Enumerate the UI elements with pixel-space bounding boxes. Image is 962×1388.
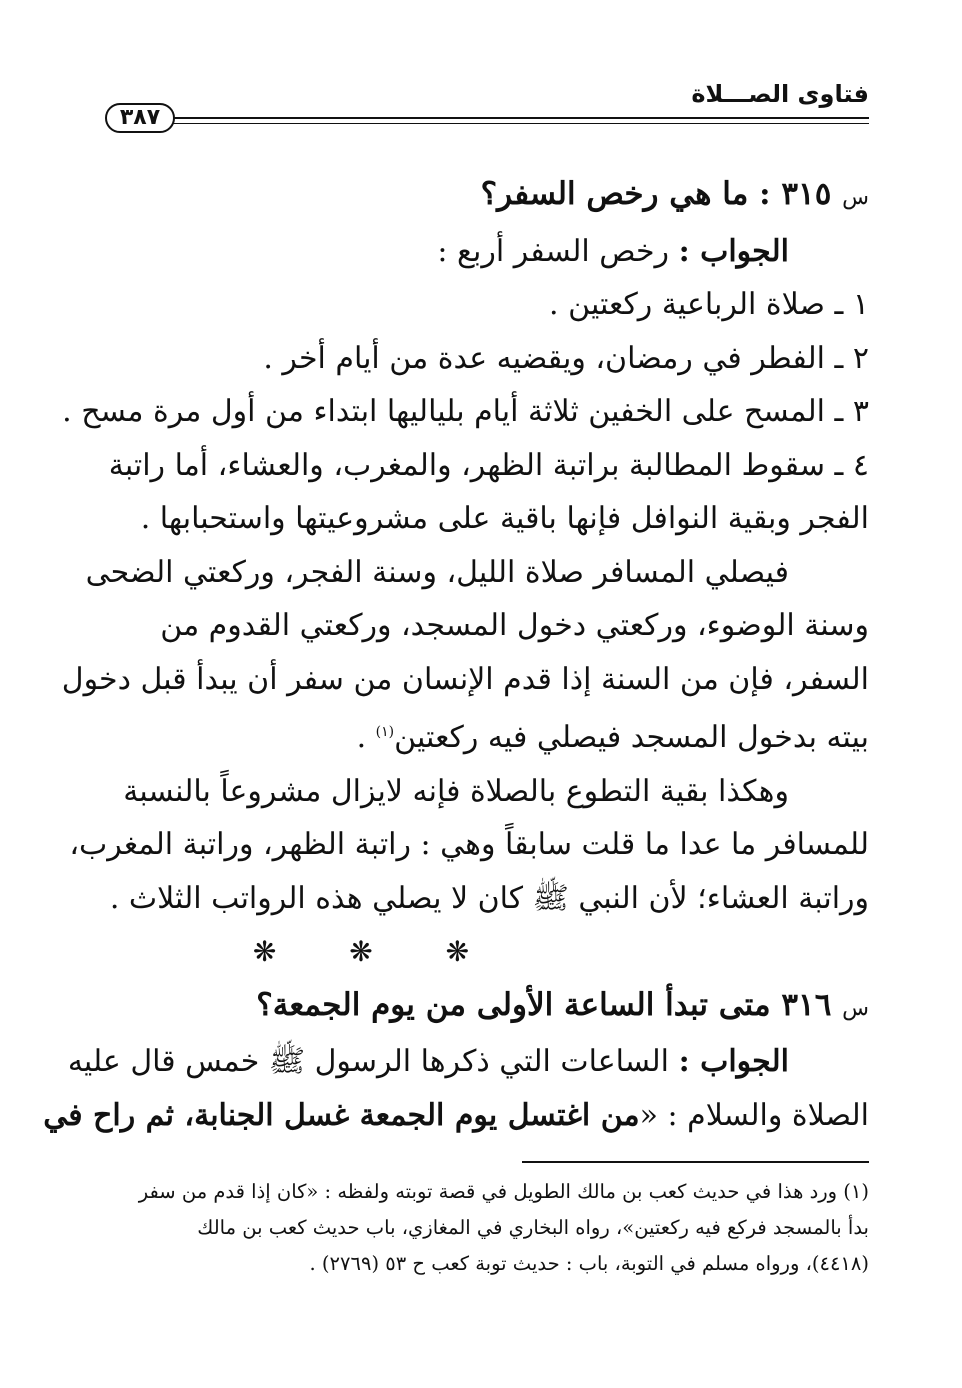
page-number-badge: ٣٨٧ (105, 103, 175, 133)
answer-text: الساعات التي ذكرها الرسول ﷺ خمس قال عليه (67, 1044, 670, 1079)
list-item-4-line-1: ٤ ـ سقوط المطالبة براتبة الظهر، والمغرب، والعشاء، أما راتبة (108, 447, 869, 483)
paragraph-line: وهكذا بقية التطوع بالصلاة فإنه لايزال مشروعاً بالنسبة (123, 773, 789, 809)
question-marker: س (842, 185, 869, 210)
list-item-3: ٣ ـ المسح على الخفين ثلاثة أيام بلياليها ابتداء من أول مرة مسح . (62, 394, 869, 429)
question-number: ٣١٦ (781, 986, 832, 1023)
footnotes (115, 1174, 869, 1282)
running-header-title: فتاوى الصـــلاة (691, 80, 869, 108)
list-item-1: ١ ـ صلاة الرباعية ركعتين . (549, 287, 869, 322)
paragraph-line: وراتبة العشاء؛ لأن النبي ﷺ كان لا يصلي هذه الرواتب الثلاث . (109, 880, 869, 916)
question-text: ما هي رخص السفر؟ (480, 176, 749, 212)
answer-label: الجواب : (678, 1044, 789, 1079)
question-text: متى تبدأ الساعة الأولى من يوم الجمعة؟ (256, 986, 771, 1023)
answer-316-line-1 (67, 1035, 869, 1089)
answer-label: الجواب : (678, 233, 789, 269)
list-item-2: ٢ ـ الفطر في رمضان، ويقضيه عدة من أيام أخر . (263, 340, 869, 376)
question-316-heading (115, 979, 869, 1036)
main-text (43, 168, 869, 1142)
answer-315-intro (115, 225, 869, 279)
header-rule-thin (172, 123, 869, 124)
answer-316-line-2 (43, 1089, 869, 1143)
paragraph-text: بيته بدخول المسجد فيصلي فيه ركعتين (394, 720, 869, 755)
footnote-rule (522, 1161, 869, 1163)
paragraph-line: السفر، فإن من السنة إذا قدم الإنسان من سفر أن يبدأ قبل دخول (61, 661, 869, 697)
list-item-4-line-2: الفجر وبقية النوافل فإنها باقية على مشروعيتها واستحبابها . (140, 501, 869, 536)
footnote-line: (٤٤١٨)، ورواه مسلم في التوبة، باب : حديث توبة كعب ح ٥٣ (٢٧٦٩) . (309, 1252, 869, 1275)
paragraph-line: للمسافر ما عدا ما قلت سابقاً وهي : راتبة الظهر، وراتبة المغرب، (69, 827, 869, 862)
paragraph-line-with-footnote (115, 706, 869, 765)
header-rule (172, 117, 869, 119)
answer-text: الصلاة والسلام : « (639, 1097, 869, 1133)
footnote-line: بدأ بالمسجد فركع فيه ركعتين»، رواه البخاري في المغازي، باب حديث كعب بن مالك (197, 1216, 869, 1239)
paragraph-line: وسنة الوضوء، وركعتي دخول المسجد، وركعتي القدوم من (160, 608, 869, 643)
footnote-reference[interactable]: (١) (375, 724, 395, 740)
paragraph-end: . (356, 720, 376, 755)
question-marker: س (842, 995, 869, 1021)
section-separator: ❋ ❋ ❋ (252, 935, 502, 968)
paragraph-line: فيصلي المسافر صلاة الليل، وسنة الفجر، وركعتي الضحى (85, 554, 789, 590)
answer-intro-text: رخص السفر أربع : (437, 233, 670, 269)
footnote-line: (١) ورد هذا في حديث كعب بن مالك الطويل في قصة توبته ولفظه : «كان إذا قدم من سفر (138, 1180, 869, 1203)
question-number: ٣١٥ : (759, 176, 832, 212)
hadith-quote: من اغتسل يوم الجمعة غسل الجنابة، ثم راح في (43, 1097, 640, 1133)
question-315-heading (115, 168, 869, 225)
